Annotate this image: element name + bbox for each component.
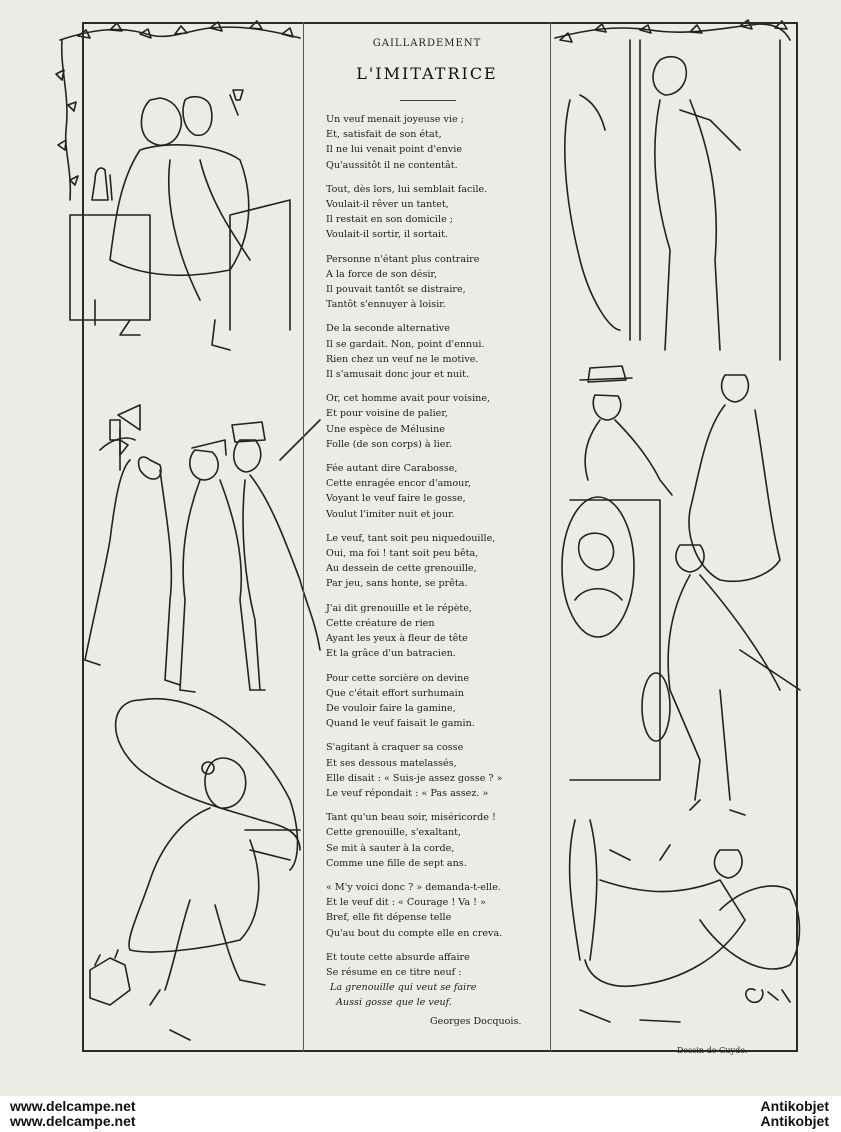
poem-line: Bref, elle fit dépense telle: [326, 912, 452, 924]
poem-stanza: [326, 112, 546, 173]
poem-stanza: [326, 880, 546, 941]
poem-line: Il se gardait. Non, point d'ennui.: [326, 338, 485, 350]
poem-line: Tantôt s'ennuyer à loisir.: [326, 299, 446, 311]
poem-line: Par jeu, sans honte, se prêta.: [326, 578, 468, 590]
poem-line: Se mit à sauter à la corde,: [326, 842, 455, 854]
poem-stanza: [326, 321, 546, 382]
poem-line: Tout, dès lors, lui semblait facile.: [326, 183, 488, 195]
illustration-credit: Dessin de Guydo.: [677, 1046, 748, 1055]
poem-stanza: [326, 740, 546, 801]
poem-stanza: [326, 950, 546, 1011]
poem-line: Et toute cette absurde affaire: [326, 951, 470, 963]
poem-line: Tant qu'un beau soir, miséricorde !: [326, 812, 496, 824]
poem-line: Qu'au bout du compte elle en creva.: [326, 927, 503, 939]
poem-line: De vouloir faire la gamine,: [326, 702, 456, 714]
poem-line: S'agitant à craquer sa cosse: [326, 742, 464, 754]
watermark-bar: [0, 1096, 841, 1132]
poem-line: Cette grenouille, s'exaltant,: [326, 827, 462, 839]
poem-line: Voulut l'imiter nuit et jour.: [326, 508, 455, 520]
poem-line: Oui, ma foi ! tant soit peu bêta,: [326, 548, 479, 560]
poem-stanza: [326, 252, 546, 313]
poem-line: Elle disait : « Suis-je assez gosse ? »: [326, 772, 503, 784]
poem-line: Il s'amusait donc jour et nuit.: [326, 369, 470, 381]
poem-line: Le veuf, tant soit peu niquedouille,: [326, 532, 496, 544]
poem-stanza: [326, 810, 546, 871]
poem-line: Quand le veuf faisait le gamin.: [326, 718, 475, 730]
poem-line: Et ses dessous matelassés,: [326, 757, 457, 769]
watermark-right-2: Antikobjet: [760, 1113, 829, 1129]
watermark-right-1: Antikobjet: [760, 1098, 829, 1114]
poem-line: Et, satisfait de son état,: [326, 129, 442, 141]
poem-line: Et la grâce d'un batracien.: [326, 648, 456, 660]
poem-stanza: [326, 531, 546, 592]
poem-line: Voyant le veuf faire le gosse,: [326, 493, 466, 505]
poem-stanza: [326, 601, 546, 662]
poem-line: Personne n'étant plus contraire: [326, 253, 480, 265]
poem-line: Au dessein de cette grenouille,: [326, 563, 477, 575]
poem-line: J'ai dit grenouille et le répète,: [326, 602, 472, 614]
poem-stanza: [326, 182, 546, 243]
poem-stanza: [326, 461, 546, 522]
poem-line: Se résume en ce titre neuf :: [326, 966, 462, 978]
poem-stanza: [326, 391, 546, 452]
poem-line: Comme une fille de sept ans.: [326, 857, 467, 869]
poem-line: Rien chez un veuf ne le motive.: [326, 353, 479, 365]
poem-line: Folle (de son corps) à lier.: [326, 438, 453, 450]
poem-body: [326, 112, 546, 1020]
poem-line: Il ne lui venait point d'envie: [326, 144, 463, 156]
watermark-left-1: www.delcampe.net: [10, 1098, 136, 1114]
poem-line: Un veuf menait joyeuse vie ;: [326, 114, 464, 125]
poem-title: L'IMITATRICE: [356, 64, 498, 83]
watermark-left-2: www.delcampe.net: [10, 1113, 136, 1129]
section-heading: GAILLARDEMENT: [372, 38, 482, 49]
poem-author: Georges Docquois.: [430, 1016, 522, 1027]
poem-line: Une espèce de Mélusine: [326, 423, 445, 435]
poem-line: Fée autant dire Carabosse,: [326, 463, 458, 475]
poem-line: Que c'était effort surhumain: [326, 687, 464, 699]
poem-line: « M'y voici donc ? » demanda-t-elle.: [326, 881, 501, 893]
title-divider: [400, 100, 456, 101]
poem-line: Le veuf répondait : « Pas assez. »: [326, 787, 489, 799]
poem-line: De la seconde alternative: [326, 323, 450, 335]
poem-line: Pour cette sorcière on devine: [326, 672, 470, 684]
poem-line: Aussi gosse que le veuf.: [336, 997, 452, 1009]
poem-line: Et le veuf dit : « Courage ! Va ! »: [326, 897, 486, 909]
poem-line: La grenouille qui veut se faire: [330, 982, 477, 994]
poem-line: Or, cet homme avait pour voisine,: [326, 393, 491, 405]
poem-line: Cette créature de rien: [326, 617, 435, 629]
poem-line: Il pouvait tantôt se distraire,: [326, 284, 466, 296]
poem-line: Qu'aussitôt il ne contentât.: [326, 159, 458, 171]
poem-line: Voulait-il rêver un tantet,: [326, 199, 449, 211]
poem-line: Ayant les yeux à fleur de tête: [326, 633, 468, 645]
poem-line: Il restait en son domicile ;: [326, 214, 454, 226]
poem-line: A la force de son désir,: [326, 268, 438, 280]
poem-stanza: [326, 671, 546, 732]
poem-line: Cette enragée encor d'amour,: [326, 478, 471, 490]
poem-line: Et pour voisine de palier,: [326, 408, 448, 420]
poem-line: Voulait-il sortir, il sortait.: [326, 229, 449, 241]
